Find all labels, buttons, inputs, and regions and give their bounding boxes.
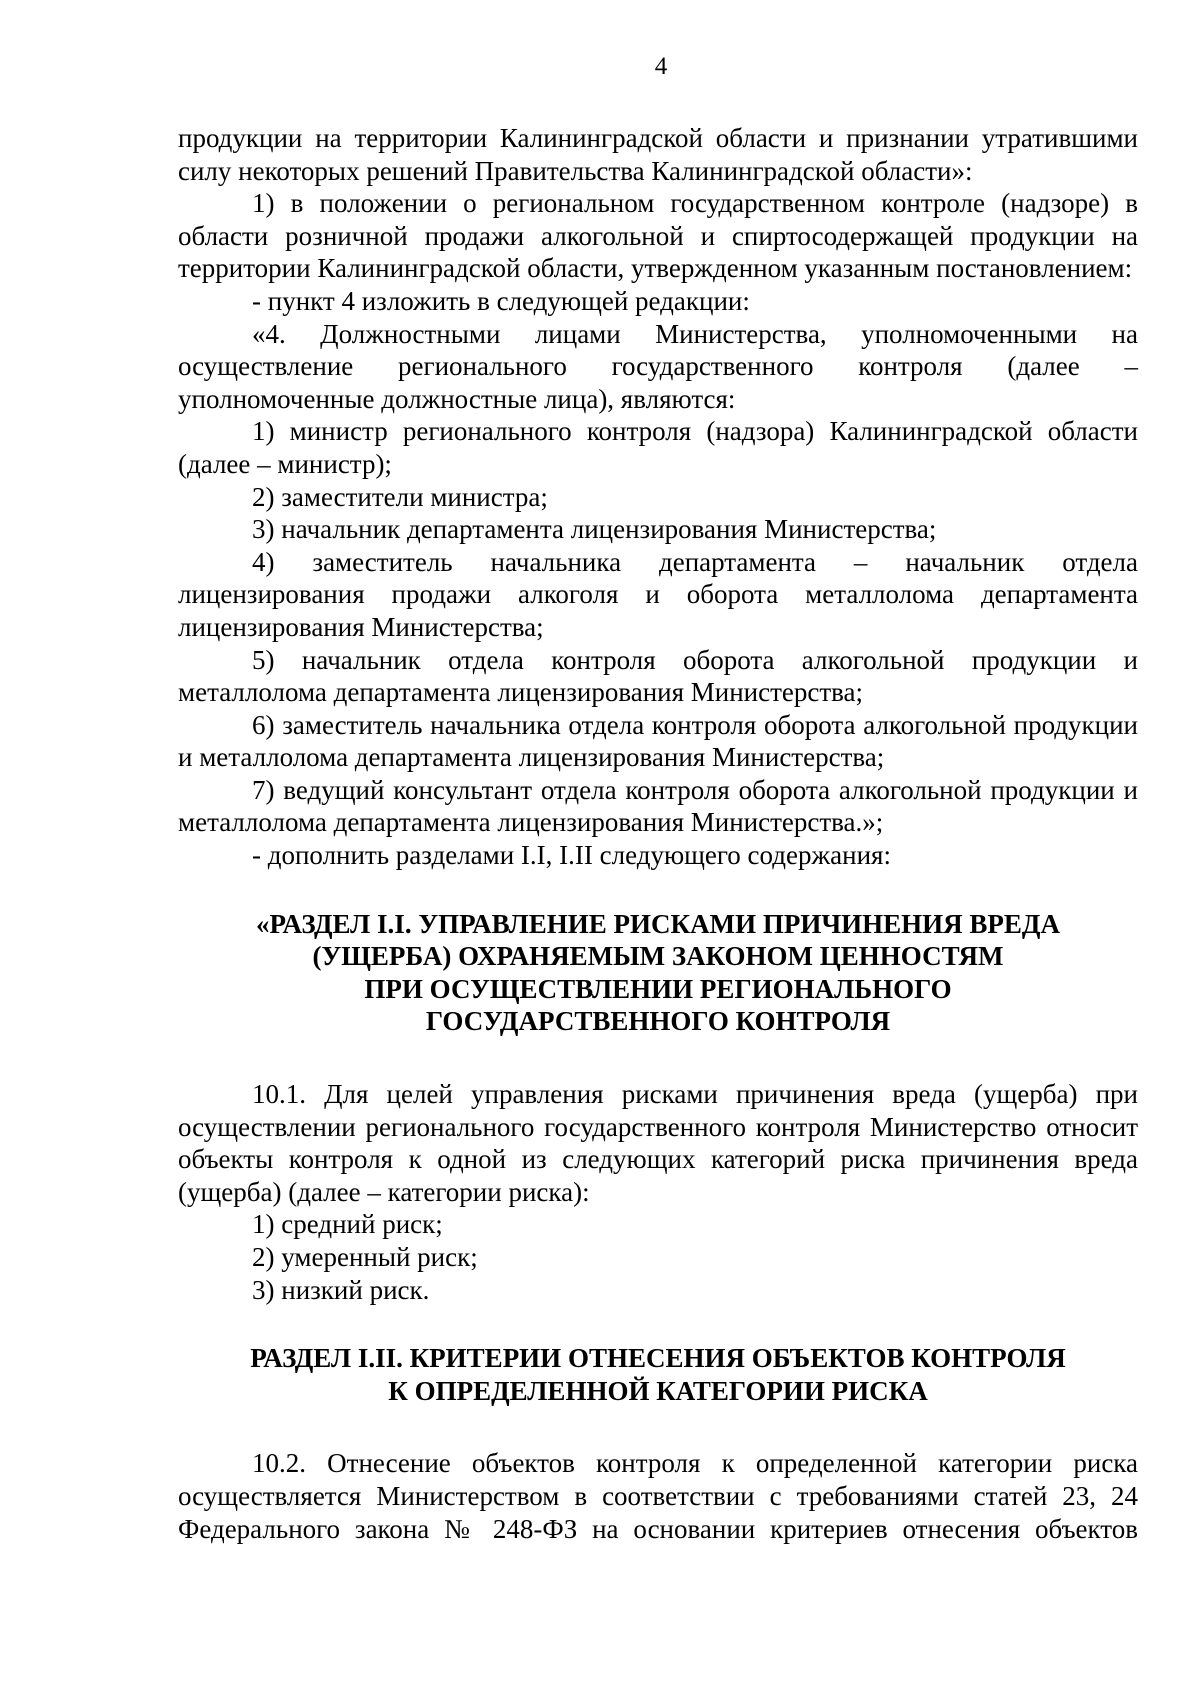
section-2-heading-line: РАЗДЕЛ I.II. КРИТЕРИИ ОТНЕСЕНИЯ ОБЪЕКТОВ КОНТРОЛЯ bbox=[250, 1343, 1066, 1374]
paragraph-point-4-instruction: - пункт 4 изложить в следующей редакции: bbox=[252, 285, 750, 316]
document-body bbox=[178, 122, 1138, 1545]
section-1-heading-line: ГОСУДАРСТВЕННОГО КОНТРОЛЯ bbox=[425, 1006, 891, 1037]
risk-category-medium: 1) средний риск; bbox=[252, 1209, 443, 1240]
risk-category-low: 3) низкий риск. bbox=[252, 1274, 430, 1305]
section-1-heading-line: ПРИ ОСУЩЕСТВЛЕНИИ РЕГИОНАЛЬНОГО bbox=[364, 973, 952, 1004]
list-item-deputy-ministers: 2) заместители министра; bbox=[252, 481, 548, 512]
paragraph-10-2: 10.2. Отнесение объектов контроля к определенной категории риска осуществляется Министерством в соответствии с требованиями статей 23, 24 Федерального закона № 248-ФЗ на основании критериев отнесения объектов bbox=[178, 1448, 1138, 1544]
list-item-deputy-department-head: 4) заместитель начальника департамента – начальник отдела лицензирования продажи алкоголя и оборота металлолома департамента лицензирования Министерства; bbox=[178, 546, 1138, 642]
list-item-deputy-division-head: 6) заместитель начальника отдела контроля оборота алкогольной продукции и металлолома департамента лицензирования Министерства; bbox=[178, 709, 1138, 773]
paragraph-point-4-text: «4. Должностными лицами Министерства, уполномоченными на осуществление регионального государственного контроля (далее – уполномоченные должностные лица), являются: bbox=[178, 318, 1138, 414]
paragraph-add-sections-instruction: - дополнить разделами I.I, I.II следующего содержания: bbox=[252, 840, 891, 871]
page-number: 4 bbox=[654, 53, 668, 80]
section-1-heading bbox=[178, 908, 1138, 1038]
list-item-leading-consultant: 7) ведущий консультант отдела контроля оборота алкогольной продукции и металлолома департамента лицензирования Министерства.»; bbox=[178, 774, 1138, 838]
paragraph-continuation: продукции на территории Калининградской области и признании утратившими силу некоторых решений Правительства Калининградской области»: bbox=[178, 123, 1138, 186]
section-1-heading-line: «РАЗДЕЛ I.I. УПРАВЛЕНИЕ РИСКАМИ ПРИЧИНЕНИЯ ВРЕДА bbox=[255, 908, 1060, 939]
risk-category-moderate: 2) умеренный риск; bbox=[252, 1242, 478, 1272]
list-item-department-head: 3) начальник департамента лицензирования Министерства; bbox=[252, 514, 937, 545]
list-item-minister: 1) министр регионального контроля (надзора) Калининградской области (далее – министр); bbox=[178, 416, 1138, 479]
list-item-control-division-head: 5) начальник отдела контроля оборота алкогольной продукции и металлолома департамента лицензирования Министерства; bbox=[178, 644, 1138, 708]
section-1-heading-line: (УЩЕРБА) ОХРАНЯЕМЫМ ЗАКОНОМ ЦЕННОСТЯМ bbox=[312, 941, 1004, 972]
section-2-heading bbox=[178, 1342, 1138, 1407]
paragraph-item-1-regulation: 1) в положении о региональном государственном контроле (надзоре) в области розничной продажи алкогольной и спиртосодержащей продукции на территории Калининградской области, утвержденном указанным постановлением: bbox=[178, 188, 1138, 284]
paragraph-10-1: 10.1. Для целей управления рисками причинения вреда (ущерба) при осуществлении регионального государственного контроля Министерство относит объекты контроля к одной из следующих категорий риска причинения вреда (ущерба) (далее – категории риска): bbox=[178, 1079, 1138, 1207]
section-2-heading-line: К ОПРЕДЕЛЕННОЙ КАТЕГОРИИ РИСКА bbox=[388, 1375, 928, 1406]
